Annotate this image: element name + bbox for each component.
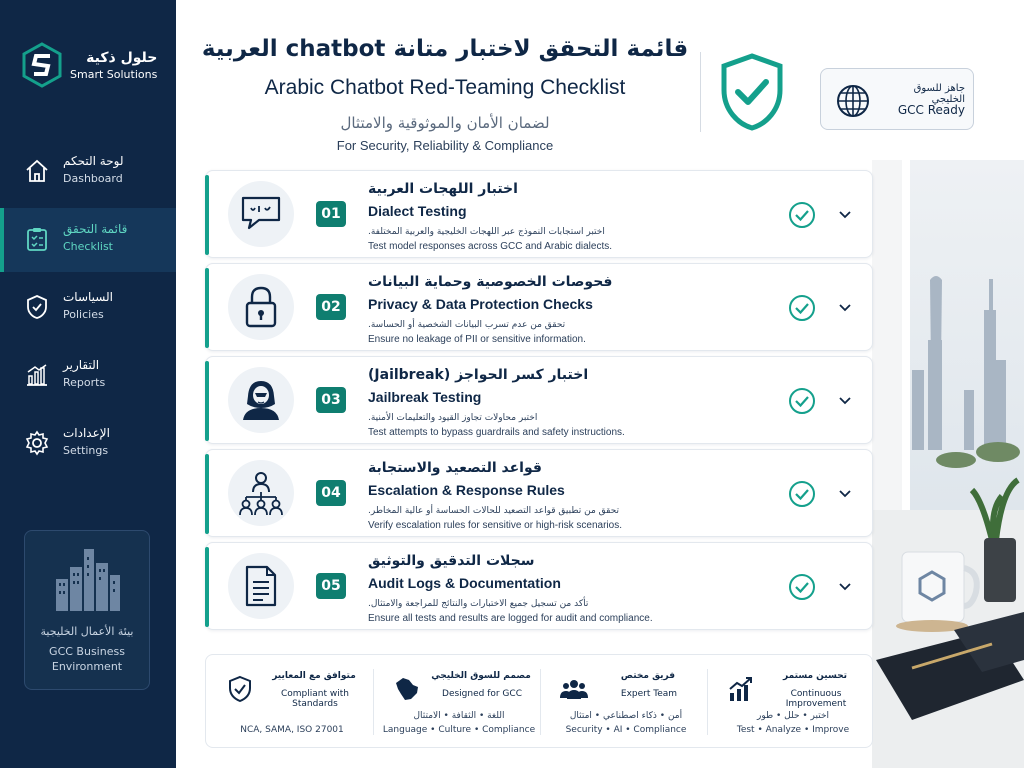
check-circle-icon[interactable]	[788, 294, 816, 322]
check-circle-icon[interactable]	[788, 387, 816, 415]
item-title-ar: فحوصات الخصوصية وحماية البيانات	[368, 274, 613, 290]
checklist-item-dialect[interactable]	[205, 170, 873, 258]
padlock-icon	[244, 285, 278, 329]
item-number-badge: 03	[316, 387, 346, 413]
features-strip	[205, 654, 873, 748]
feature-sub-en: Test • Analyze • Improve	[736, 725, 850, 735]
chevron-down-icon[interactable]	[838, 393, 852, 407]
clipboard-check-icon	[24, 226, 50, 252]
item-title-ar: اختبار كسر الحواجز (Jailbreak)	[368, 367, 589, 383]
sidebar-item-settings[interactable]	[0, 412, 176, 476]
shield-check-icon	[226, 675, 254, 703]
checklist-item-jailbreak[interactable]	[205, 356, 873, 444]
shield-icon	[24, 294, 50, 320]
feature-title-en: Continuous Improvement	[785, 689, 847, 709]
page-title-en: Arabic Chatbot Red-Teaming Checklist	[264, 76, 626, 99]
item-desc-en: Test attempts to bypass guardrails and safety instructions.	[368, 427, 625, 438]
item-desc-en: Test model responses across GCC and Arabic dialects.	[368, 241, 612, 252]
feature-title-en: Compliant with Standards	[281, 689, 349, 709]
item-desc-en: Ensure all tests and results are logged for audit and compliance.	[368, 613, 653, 624]
brand-logo[interactable]	[22, 42, 157, 88]
gcc-ready-label-ar: جاهز للسوق الخليجي	[913, 83, 965, 105]
item-number-badge: 05	[316, 573, 346, 599]
item-title-en: Audit Logs & Documentation	[368, 575, 561, 591]
item-number-badge: 04	[316, 480, 346, 506]
feature-title-ar: تحسين مستمر	[783, 671, 847, 681]
checklist-item-audit[interactable]	[205, 542, 873, 630]
page-subtitle-ar: لضمان الأمان والموثوقية والامتثال	[340, 114, 550, 132]
sidebar	[0, 0, 176, 768]
feature-title-en: Expert Team	[620, 689, 678, 699]
sidebar-item-label-ar: قائمة التحقق	[63, 222, 128, 236]
item-desc-ar: تأكد من تسجيل جميع الاختبارات والنتائج للمراجعة والامتثال.	[368, 599, 589, 609]
feature-sub-ar: أمن • ذكاء اصطناعي • امتثال	[569, 711, 683, 721]
page-title-ar: قائمة التحقق لاختبار متانة chatbot العربية	[201, 36, 689, 62]
sidebar-item-label-ar: السياسات	[63, 290, 113, 304]
item-number-badge: 02	[316, 294, 346, 320]
gcc-card-label-en: GCC Business Environment	[49, 645, 125, 673]
shield-check-icon	[718, 52, 786, 132]
sidebar-item-label-en: Policies	[63, 308, 104, 321]
item-title-en: Jailbreak Testing	[368, 389, 482, 405]
checklist-item-escalation[interactable]	[205, 449, 873, 537]
sidebar-item-dashboard[interactable]	[0, 140, 176, 204]
feature-gcc	[373, 655, 540, 749]
item-desc-ar: تحقق من عدم تسرب البيانات الشخصية أو الحساسة.	[368, 320, 566, 330]
gear-icon	[24, 430, 50, 456]
item-title-ar: قواعد التصعيد والاستجابة	[368, 460, 542, 476]
sidebar-item-policies[interactable]	[0, 276, 176, 340]
chevron-down-icon[interactable]	[838, 300, 852, 314]
feature-improvement	[707, 655, 874, 749]
chat-bubble-icon	[239, 194, 283, 234]
home-icon	[24, 158, 50, 184]
card-icon-circle	[228, 367, 294, 433]
sidebar-item-label-en: Checklist	[63, 240, 113, 253]
brand-name-en: Smart Solutions	[70, 67, 158, 81]
item-desc-ar: اختبر محاولات تجاوز القيود والتعليمات الأمنية.	[368, 413, 538, 423]
check-circle-icon[interactable]	[788, 573, 816, 601]
city-skyline-icon	[52, 545, 122, 613]
header-divider	[700, 52, 701, 132]
hacker-icon	[239, 378, 283, 422]
chevron-down-icon[interactable]	[838, 207, 852, 221]
chevron-down-icon[interactable]	[838, 486, 852, 500]
card-icon-circle	[228, 181, 294, 247]
gcc-card-label-ar: بيئة الأعمال الخليجية	[40, 625, 134, 638]
item-title-ar: سجلات التدقيق والتوثيق	[368, 553, 535, 569]
item-number-badge: 01	[316, 201, 346, 227]
brand-name-ar: حلول ذكية	[86, 49, 158, 66]
gcc-map-icon	[393, 675, 421, 703]
globe-icon	[835, 83, 871, 119]
sidebar-item-label-en: Settings	[63, 444, 109, 457]
feature-sub-en: NCA, SAMA, ISO 27001	[240, 725, 344, 735]
feature-title-ar: فريق مختص	[620, 671, 676, 681]
document-icon	[243, 564, 279, 608]
logo-icon	[22, 42, 62, 88]
org-chart-icon	[238, 470, 284, 516]
feature-title-ar: متوافق مع المعايير	[272, 671, 356, 681]
sidebar-item-label-en: Dashboard	[63, 172, 123, 185]
sidebar-item-label-ar: الإعدادات	[63, 426, 110, 440]
checklist-item-privacy[interactable]	[205, 263, 873, 351]
card-icon-circle	[228, 460, 294, 526]
item-title-en: Privacy & Data Protection Checks	[368, 296, 593, 312]
page-subtitle-en: For Security, Reliability & Compliance	[336, 138, 554, 153]
feature-sub-en: Language • Culture • Compliance	[382, 725, 536, 735]
check-circle-icon[interactable]	[788, 201, 816, 229]
card-icon-circle	[228, 274, 294, 340]
sidebar-item-label-en: Reports	[63, 376, 106, 389]
feature-sub-ar: اختبر • حلل • طور	[756, 711, 830, 721]
item-desc-en: Ensure no leakage of PII or sensitive information.	[368, 334, 586, 345]
office-window-scene	[872, 160, 1024, 768]
feature-team	[540, 655, 707, 749]
growth-chart-icon	[727, 675, 755, 703]
bar-chart-icon	[24, 362, 50, 388]
gcc-ready-label-en: GCC Ready	[897, 103, 965, 117]
item-desc-ar: اختبر استجابات النموذج عبر اللهجات الخليجية والعربية المختلفة.	[368, 227, 605, 237]
feature-title-en: Designed for GCC	[442, 689, 522, 699]
chevron-down-icon[interactable]	[838, 579, 852, 593]
gcc-business-card	[24, 530, 150, 690]
sidebar-item-reports[interactable]	[0, 344, 176, 408]
item-title-en: Dialect Testing	[368, 203, 467, 219]
check-circle-icon[interactable]	[788, 480, 816, 508]
item-title-en: Escalation & Response Rules	[368, 482, 565, 498]
sidebar-item-label-ar: لوحة التحكم	[63, 154, 124, 168]
sidebar-item-label-ar: التقارير	[63, 358, 100, 372]
item-title-ar: اختبار اللهجات العربية	[368, 181, 518, 197]
feature-compliance	[206, 655, 373, 749]
feature-sub-en: Security • AI • Compliance	[565, 725, 687, 735]
feature-title-ar: مصمم للسوق الخليجي	[431, 671, 531, 681]
team-icon	[560, 675, 588, 703]
item-desc-ar: تحقق من تطبيق قواعد التصعيد للحالات الحساسة أو عالية المخاطر.	[368, 506, 620, 516]
feature-sub-ar: اللغة • الثقافة • الامتثال	[413, 711, 505, 721]
item-desc-en: Verify escalation rules for sensitive or high-risk scenarios.	[368, 520, 622, 531]
gcc-ready-badge	[820, 68, 974, 130]
card-icon-circle	[228, 553, 294, 619]
sidebar-item-checklist[interactable]	[0, 208, 176, 272]
